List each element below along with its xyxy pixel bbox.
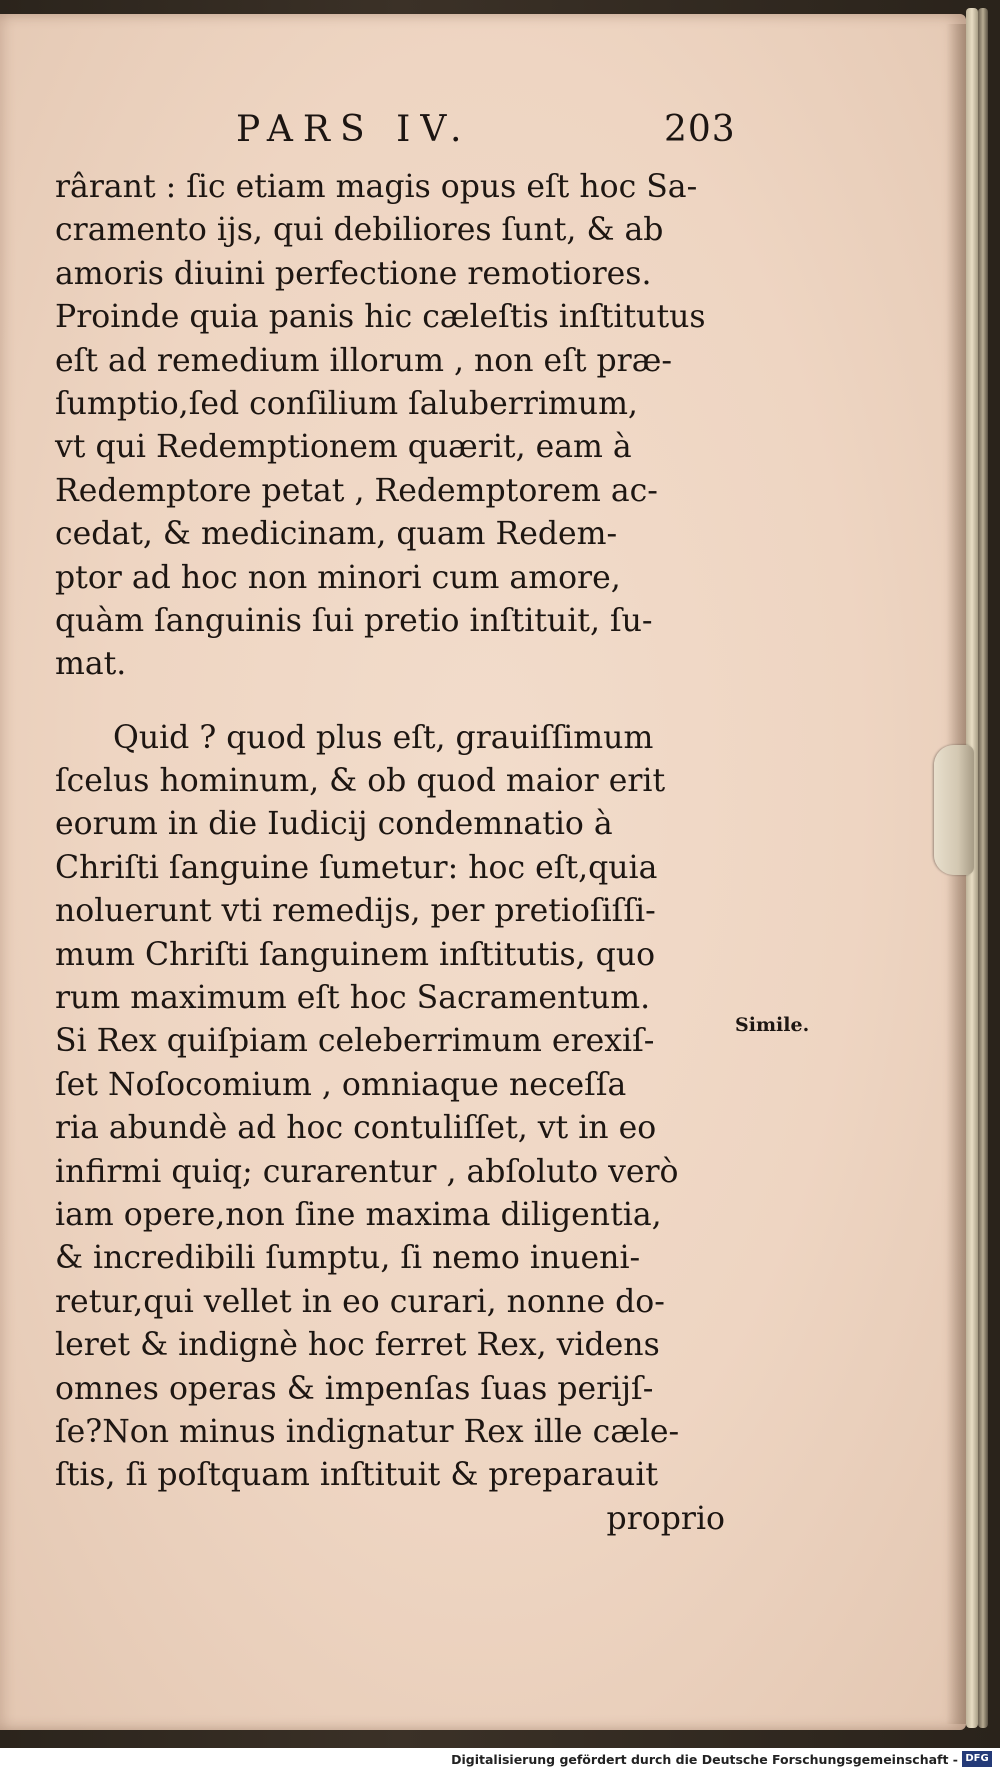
text-line: quàm ſanguinis ſui pretio inſtituit, ſu- — [55, 602, 653, 639]
text-line: rum maximum eſt hoc Sacramentum. — [55, 980, 651, 1017]
text-line: Redemptore petat , Redemptorem ac- — [55, 472, 658, 509]
book-cover-edge — [978, 8, 988, 1728]
footer-bar — [0, 1748, 1000, 1772]
text-line: Proinde quia panis hic cæleſtis inſtitutus — [55, 299, 706, 336]
running-head: PARS IV. — [236, 109, 472, 150]
dfg-logo: DFG — [962, 1751, 992, 1767]
text-line: ſtis, ſi poſtquam inſtituit & preparauit — [55, 1457, 659, 1494]
text-line: Quid ? quod plus eſt, grauiſſimum — [113, 719, 654, 756]
page-number: 203 — [664, 109, 736, 150]
bookmark-tab — [934, 745, 974, 875]
main-text — [55, 166, 725, 1541]
text-line: ſet Noſocomium , omniaque neceſſa — [55, 1066, 627, 1103]
text-line: & incredibili ſumptu, ſi nemo inueni- — [55, 1240, 641, 1277]
footer-credit: Digitalisierung gefördert durch die Deutsche Forschungsgemeinschaft - — [451, 1752, 958, 1767]
text-line: ſe?Non minus indignatur Rex ille cæle- — [55, 1413, 680, 1450]
paragraph-gap — [55, 687, 725, 717]
text-line: rârant : ſic etiam magis opus eſt hoc Sa- — [55, 169, 698, 205]
text-line: amoris diuini perfectione remotiores. — [55, 255, 652, 292]
book-page — [0, 14, 966, 1730]
text-line: ſcelus hominum, & ob quod maior erit — [55, 763, 666, 800]
text-line: ria abundè ad hoc contuliſſet, vt in eo — [55, 1110, 657, 1147]
text-line: retur,qui vellet in eo curari, nonne do- — [55, 1283, 665, 1320]
text-line: eorum in die Iudicij condemnatio à — [55, 806, 613, 843]
text-line: mat. — [55, 646, 127, 683]
page-header — [0, 109, 966, 159]
text-line: ptor ad hoc non minori cum amore, — [55, 559, 621, 596]
text-line: mum Chriſti ſanguinem inſtitutis, quo — [55, 936, 656, 973]
text-line: leret & indignè hoc ferret Rex, videns — [55, 1327, 660, 1364]
text-line: Chriſti ſanguine ſumetur: hoc eſt,quia — [55, 849, 658, 886]
text-line: Si Rex quiſpiam celeberrimum erexiſ- — [55, 1023, 655, 1060]
text-line: infirmi quiq; curarentur , abſoluto verò — [55, 1153, 679, 1190]
margin-note: Simile. — [735, 1014, 810, 1036]
text-line: cramento ijs, qui debiliores ſunt, & ab — [55, 212, 664, 249]
text-line: iam opere,non ſine maxima diligentia, — [55, 1196, 662, 1233]
text-line: cedat, & medicinam, quam Redem- — [55, 516, 618, 553]
text-line: omnes operas & impenſas ſuas perijſ- — [55, 1370, 654, 1407]
text-line: noluerunt vti remedijs, per pretioſiſſi- — [55, 893, 656, 930]
text-line: ſumptio,ſed conſilium ſaluberrimum, — [55, 385, 638, 422]
text-line: eſt ad remedium illorum , non eſt præ- — [55, 342, 672, 379]
catchword: proprio — [606, 1500, 725, 1537]
paragraph-1 — [55, 166, 725, 687]
paragraph-2 — [55, 717, 725, 1498]
text-line: vt qui Redemptionem quærit, eam à — [55, 429, 632, 466]
